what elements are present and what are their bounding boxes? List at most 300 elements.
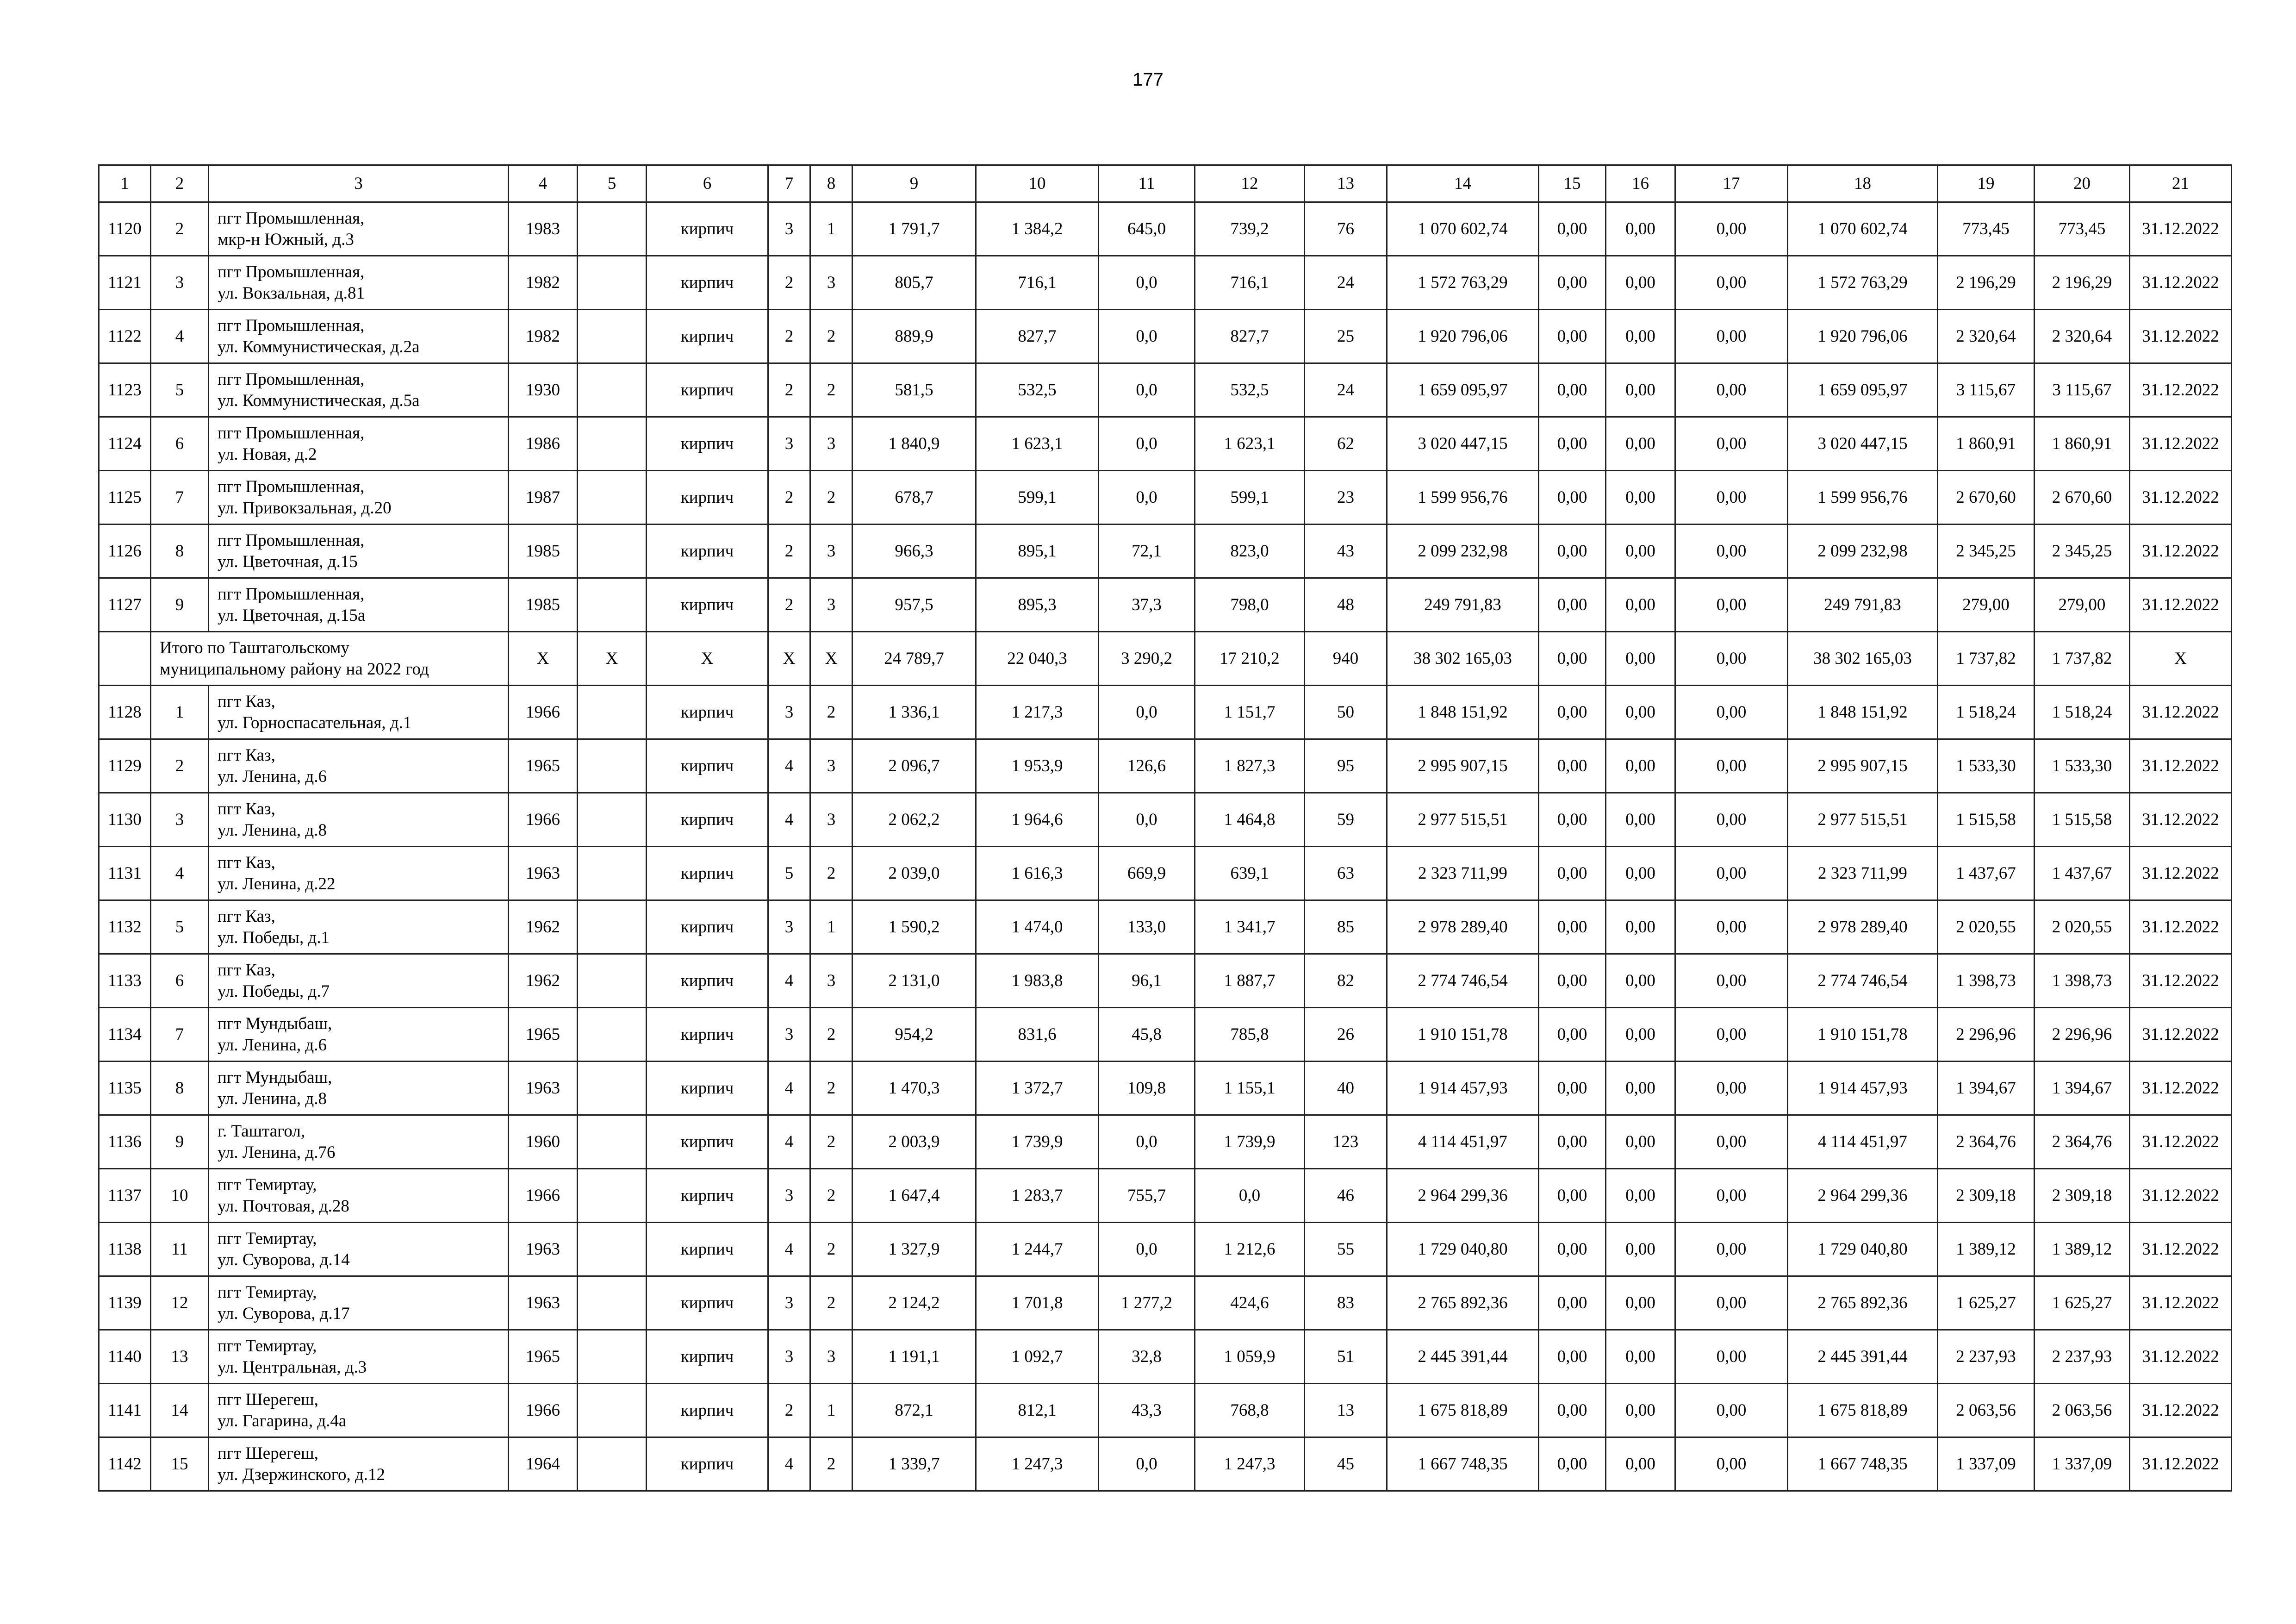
- address-line: пгт Темиртау,: [218, 1175, 317, 1194]
- table-cell: 31.12.2022: [2130, 578, 2232, 632]
- table-cell: 1 659 095,97: [1788, 363, 1938, 417]
- column-number-cell: 12: [1195, 165, 1305, 202]
- table-cell: кирпич: [647, 1223, 768, 1276]
- table-cell: 1 920 796,06: [1788, 310, 1938, 363]
- table-cell: 3 020 447,15: [1788, 417, 1938, 471]
- table-row: [99, 1437, 2232, 1491]
- address-line: пгт Промышленная,: [218, 316, 365, 335]
- table-cell: кирпич: [647, 793, 768, 847]
- table-cell: 645,0: [1099, 202, 1195, 256]
- address-line: ул. Горноспасательная, д.1: [218, 713, 412, 732]
- address-line: ул. Победы, д.7: [218, 981, 330, 1001]
- table-cell: 2 124,2: [852, 1276, 976, 1330]
- table-cell: 5: [768, 847, 810, 900]
- table-cell: 1 337,09: [2035, 1437, 2130, 1491]
- table-cell: 4: [768, 1115, 810, 1169]
- address-cell: [209, 793, 509, 847]
- table-cell: 1 914 457,93: [1387, 1062, 1539, 1115]
- table-cell: кирпич: [647, 1115, 768, 1169]
- table-cell: 1 341,7: [1195, 900, 1305, 954]
- table-cell: 2: [768, 256, 810, 310]
- table-cell: 3: [810, 793, 852, 847]
- total-value-cell: 0,00: [1675, 632, 1788, 686]
- total-value-cell: 1 737,82: [2035, 632, 2130, 686]
- table-cell: 0,00: [1675, 1384, 1788, 1437]
- table-cell: 798,0: [1195, 578, 1305, 632]
- table-cell: 1 964,6: [976, 793, 1099, 847]
- address-cell: [209, 954, 509, 1008]
- table-cell: кирпич: [647, 847, 768, 900]
- table-cell: 4: [768, 1223, 810, 1276]
- address-line: пгт Промышленная,: [218, 531, 365, 550]
- table-cell: 2 765 892,36: [1387, 1276, 1539, 1330]
- table-cell: 2 977 515,51: [1387, 793, 1539, 847]
- table-cell: 31.12.2022: [2130, 1169, 2232, 1223]
- table-cell: 716,1: [1195, 256, 1305, 310]
- total-label-cell: [151, 632, 509, 686]
- table-cell: 1 283,7: [976, 1169, 1099, 1223]
- table-cell: 31.12.2022: [2130, 847, 2232, 900]
- table-cell: 0,00: [1675, 954, 1788, 1008]
- table-cell: 0,0: [1099, 417, 1195, 471]
- table-row: [99, 578, 2232, 632]
- total-value-cell: X: [647, 632, 768, 686]
- table-cell: 639,1: [1195, 847, 1305, 900]
- table-cell: 1 860,91: [2035, 417, 2130, 471]
- table-cell: 0,00: [1675, 1330, 1788, 1384]
- table-cell: 2: [810, 471, 852, 525]
- address-cell: [209, 1008, 509, 1062]
- table-cell: 24: [1305, 363, 1387, 417]
- table-cell: 31.12.2022: [2130, 686, 2232, 739]
- table-cell: 1 623,1: [976, 417, 1099, 471]
- table-cell: 2 099 232,98: [1387, 525, 1539, 578]
- column-number-row: [99, 165, 2232, 202]
- table-cell: 0,00: [1539, 1169, 1606, 1223]
- table-cell: 4: [151, 847, 209, 900]
- column-number-cell: 1: [99, 165, 151, 202]
- table-cell: 7: [151, 471, 209, 525]
- table-row: [99, 1223, 2232, 1276]
- table-cell: 31.12.2022: [2130, 363, 2232, 417]
- table-cell: кирпич: [647, 1062, 768, 1115]
- table-cell: 51: [1305, 1330, 1387, 1384]
- address-line: ул. Цветочная, д.15а: [218, 606, 366, 625]
- table-cell: 1 910 151,78: [1387, 1008, 1539, 1062]
- table-cell: 1132: [99, 900, 151, 954]
- address-line: Итого по Таштагольскому: [160, 638, 349, 657]
- table-cell: 1966: [509, 1169, 578, 1223]
- table-cell: 26: [1305, 1008, 1387, 1062]
- address-line: г. Таштагол,: [218, 1121, 305, 1141]
- table-row: [99, 471, 2232, 525]
- table-cell: 0,00: [1675, 1223, 1788, 1276]
- table-cell: 0,00: [1606, 256, 1675, 310]
- table-cell: 1 860,91: [1938, 417, 2035, 471]
- table-cell: 0,00: [1675, 847, 1788, 900]
- table-cell: 0,00: [1675, 202, 1788, 256]
- table-cell: 0,00: [1606, 1330, 1675, 1384]
- table-cell: 0,00: [1539, 256, 1606, 310]
- total-value-cell: 24 789,7: [852, 632, 976, 686]
- table-cell: 0,00: [1675, 1437, 1788, 1491]
- table-cell: 1 953,9: [976, 739, 1099, 793]
- table-cell: 0,00: [1606, 1062, 1675, 1115]
- table-cell: 1 327,9: [852, 1223, 976, 1276]
- table-cell: 2 364,76: [1938, 1115, 2035, 1169]
- table-cell: 895,1: [976, 525, 1099, 578]
- table-cell: 0,00: [1675, 793, 1788, 847]
- table-cell: 1 840,9: [852, 417, 976, 471]
- table-cell: 1124: [99, 417, 151, 471]
- table-cell: 1 518,24: [2035, 686, 2130, 739]
- address-line: ул. Дзержинского, д.12: [218, 1465, 386, 1484]
- table-cell: [578, 1330, 647, 1384]
- table-cell: 0,00: [1606, 310, 1675, 363]
- table-cell: 31.12.2022: [2130, 202, 2232, 256]
- table-cell: 0,00: [1539, 1384, 1606, 1437]
- table-cell: 2 099 232,98: [1788, 525, 1938, 578]
- table-cell: 0,00: [1675, 310, 1788, 363]
- table-cell: 0,00: [1675, 739, 1788, 793]
- table-cell: кирпич: [647, 1008, 768, 1062]
- table-cell: 7: [151, 1008, 209, 1062]
- table-cell: 2: [810, 1169, 852, 1223]
- table-cell: 1 059,9: [1195, 1330, 1305, 1384]
- table-cell: 1 470,3: [852, 1062, 976, 1115]
- table-cell: 1 599 956,76: [1387, 471, 1539, 525]
- table-cell: 0,00: [1606, 363, 1675, 417]
- table-cell: [578, 793, 647, 847]
- table-cell: 3 115,67: [1938, 363, 2035, 417]
- table-cell: [578, 525, 647, 578]
- address-line: ул. Ленина, д.76: [218, 1143, 336, 1162]
- address-line: пгт Промышленная,: [218, 369, 365, 389]
- table-cell: 1 244,7: [976, 1223, 1099, 1276]
- table-cell: 1 533,30: [2035, 739, 2130, 793]
- table-cell: [578, 954, 647, 1008]
- table-cell: 1 647,4: [852, 1169, 976, 1223]
- table-cell: [578, 310, 647, 363]
- table-cell: 1142: [99, 1437, 151, 1491]
- table-cell: 0,00: [1539, 739, 1606, 793]
- table-cell: 3: [768, 686, 810, 739]
- address-line: пгт Темиртау,: [218, 1229, 317, 1248]
- table-cell: 0,00: [1539, 793, 1606, 847]
- total-value-cell: 0,00: [1606, 632, 1675, 686]
- table-cell: 0,00: [1539, 847, 1606, 900]
- table-cell: кирпич: [647, 202, 768, 256]
- column-number-cell: 3: [209, 165, 509, 202]
- address-line: ул. Суворова, д.17: [218, 1304, 350, 1323]
- table-cell: 1 983,8: [976, 954, 1099, 1008]
- table-cell: 0,00: [1675, 1008, 1788, 1062]
- address-cell: [209, 525, 509, 578]
- table-cell: 82: [1305, 954, 1387, 1008]
- address-cell: [209, 1330, 509, 1384]
- address-line: ул. Ленина, д.8: [218, 1089, 327, 1108]
- table-cell: 2 345,25: [1938, 525, 2035, 578]
- table-cell: [578, 739, 647, 793]
- table-cell: 43,3: [1099, 1384, 1195, 1437]
- table-cell: 1962: [509, 954, 578, 1008]
- total-value-cell: 38 302 165,03: [1788, 632, 1938, 686]
- table-cell: 2 063,56: [2035, 1384, 2130, 1437]
- column-number-cell: 21: [2130, 165, 2232, 202]
- table-cell: 31.12.2022: [2130, 739, 2232, 793]
- address-line: пгт Каз,: [218, 853, 275, 872]
- table-cell: 1 533,30: [1938, 739, 2035, 793]
- table-cell: кирпич: [647, 578, 768, 632]
- address-line: пгт Мундыбаш,: [218, 1068, 332, 1087]
- table-cell: 14: [151, 1384, 209, 1437]
- table-cell: 4: [768, 954, 810, 1008]
- table-cell: 63: [1305, 847, 1387, 900]
- table-cell: 2: [151, 202, 209, 256]
- page-number: 177: [1132, 69, 1164, 90]
- table-cell: 31.12.2022: [2130, 900, 2232, 954]
- table-cell: 5: [151, 900, 209, 954]
- column-number-cell: 17: [1675, 165, 1788, 202]
- table-row: [99, 363, 2232, 417]
- table-cell: 2: [151, 739, 209, 793]
- table-cell: 3: [768, 1276, 810, 1330]
- table-cell: 85: [1305, 900, 1387, 954]
- address-line: пгт Мундыбаш,: [218, 1014, 332, 1033]
- table-cell: 1 384,2: [976, 202, 1099, 256]
- table-cell: 1 277,2: [1099, 1276, 1195, 1330]
- table-cell: 599,1: [1195, 471, 1305, 525]
- table-cell: 1963: [509, 847, 578, 900]
- table-cell: 4 114 451,97: [1387, 1115, 1539, 1169]
- table-cell: 1126: [99, 525, 151, 578]
- address-line: ул. Суворова, д.14: [218, 1250, 350, 1269]
- table-cell: 2 309,18: [2035, 1169, 2130, 1223]
- table-cell: 1 910 151,78: [1788, 1008, 1938, 1062]
- table-cell: 1 827,3: [1195, 739, 1305, 793]
- table-cell: 1 848 151,92: [1387, 686, 1539, 739]
- table-cell: 0,00: [1606, 525, 1675, 578]
- table-cell: 0,0: [1099, 310, 1195, 363]
- table-cell: 1 675 818,89: [1788, 1384, 1938, 1437]
- column-number-cell: 9: [852, 165, 976, 202]
- table-cell: 2 296,96: [2035, 1008, 2130, 1062]
- empty-cell: [99, 632, 151, 686]
- table-cell: кирпич: [647, 1169, 768, 1223]
- table-cell: 249 791,83: [1788, 578, 1938, 632]
- table-cell: 31.12.2022: [2130, 1330, 2232, 1384]
- table-cell: 3: [810, 954, 852, 1008]
- table-cell: 739,2: [1195, 202, 1305, 256]
- table-cell: 9: [151, 1115, 209, 1169]
- table-cell: 2 296,96: [1938, 1008, 2035, 1062]
- table-cell: 0,0: [1195, 1169, 1305, 1223]
- table-cell: 3: [768, 417, 810, 471]
- table-cell: [578, 1384, 647, 1437]
- total-value-cell: 1 737,82: [1938, 632, 2035, 686]
- table-cell: кирпич: [647, 417, 768, 471]
- column-number-cell: 15: [1539, 165, 1606, 202]
- table-cell: 1 625,27: [2035, 1276, 2130, 1330]
- table-cell: 1 518,24: [1938, 686, 2035, 739]
- table-cell: 31.12.2022: [2130, 1062, 2232, 1115]
- table-row: [99, 310, 2232, 363]
- address-cell: [209, 1115, 509, 1169]
- table-cell: 0,00: [1675, 578, 1788, 632]
- table-cell: 1 659 095,97: [1387, 363, 1539, 417]
- table-cell: 3 020 447,15: [1387, 417, 1539, 471]
- address-line: пгт Каз,: [218, 692, 275, 711]
- table-cell: 1129: [99, 739, 151, 793]
- table-cell: 773,45: [1938, 202, 2035, 256]
- table-cell: 31.12.2022: [2130, 793, 2232, 847]
- address-cell: [209, 310, 509, 363]
- table-cell: 1: [810, 202, 852, 256]
- table-cell: 0,00: [1539, 1437, 1606, 1491]
- table-cell: 895,3: [976, 578, 1099, 632]
- table-cell: 0,00: [1675, 1169, 1788, 1223]
- table-cell: 83: [1305, 1276, 1387, 1330]
- address-line: муниципальному району на 2022 год: [160, 659, 429, 679]
- table-cell: 0,00: [1539, 1115, 1606, 1169]
- table-cell: 0,0: [1099, 256, 1195, 310]
- table-cell: 2 237,93: [2035, 1330, 2130, 1384]
- table-cell: 1 336,1: [852, 686, 976, 739]
- table-cell: 1120: [99, 202, 151, 256]
- table-cell: 1965: [509, 739, 578, 793]
- table-cell: кирпич: [647, 954, 768, 1008]
- address-cell: [209, 686, 509, 739]
- table-row: [99, 793, 2232, 847]
- table-cell: кирпич: [647, 471, 768, 525]
- table-cell: 1139: [99, 1276, 151, 1330]
- table-cell: 4: [768, 1437, 810, 1491]
- table-cell: 966,3: [852, 525, 976, 578]
- table-cell: 1 625,27: [1938, 1276, 2035, 1330]
- table-cell: кирпич: [647, 1330, 768, 1384]
- table-cell: 768,8: [1195, 1384, 1305, 1437]
- address-cell: [209, 1384, 509, 1437]
- table-cell: [578, 900, 647, 954]
- table-cell: 2 670,60: [1938, 471, 2035, 525]
- table-cell: 0,00: [1606, 739, 1675, 793]
- table-cell: 2 345,25: [2035, 525, 2130, 578]
- table-cell: 55: [1305, 1223, 1387, 1276]
- table-cell: 45: [1305, 1437, 1387, 1491]
- table-cell: 1 437,67: [2035, 847, 2130, 900]
- table-cell: 1966: [509, 793, 578, 847]
- table-cell: 2 196,29: [2035, 256, 2130, 310]
- total-row: [99, 632, 2232, 686]
- table-row: [99, 954, 2232, 1008]
- table-cell: 2 774 746,54: [1788, 954, 1938, 1008]
- table-cell: 0,00: [1675, 363, 1788, 417]
- address-cell: [209, 417, 509, 471]
- table-cell: 2 196,29: [1938, 256, 2035, 310]
- address-line: пгт Каз,: [218, 960, 275, 980]
- table-cell: 1963: [509, 1062, 578, 1115]
- table-cell: 1133: [99, 954, 151, 1008]
- table-cell: 1 217,3: [976, 686, 1099, 739]
- address-line: ул. Коммунистическая, д.5а: [218, 391, 420, 410]
- table-cell: 0,00: [1539, 686, 1606, 739]
- table-cell: кирпич: [647, 310, 768, 363]
- table-cell: 2 765 892,36: [1788, 1276, 1938, 1330]
- table-cell: 2 309,18: [1938, 1169, 2035, 1223]
- table-cell: 1 389,12: [2035, 1223, 2130, 1276]
- table-cell: 2: [768, 471, 810, 525]
- table-row: [99, 1384, 2232, 1437]
- table-cell: 1: [810, 900, 852, 954]
- total-value-cell: X: [810, 632, 852, 686]
- table-cell: [578, 417, 647, 471]
- total-value-cell: 17 210,2: [1195, 632, 1305, 686]
- table-cell: 0,00: [1606, 1169, 1675, 1223]
- table-cell: 1 191,1: [852, 1330, 976, 1384]
- table-cell: 2 670,60: [2035, 471, 2130, 525]
- table-cell: 2 003,9: [852, 1115, 976, 1169]
- table-cell: 1123: [99, 363, 151, 417]
- total-value-cell: X: [768, 632, 810, 686]
- table-cell: 0,00: [1539, 471, 1606, 525]
- table-cell: 3: [810, 417, 852, 471]
- table-cell: 1 887,7: [1195, 954, 1305, 1008]
- column-number-cell: 18: [1788, 165, 1938, 202]
- address-line: ул. Ленина, д.6: [218, 1035, 327, 1055]
- table-cell: 31.12.2022: [2130, 471, 2232, 525]
- table-cell: 31.12.2022: [2130, 417, 2232, 471]
- table-cell: 0,00: [1606, 954, 1675, 1008]
- table-row: [99, 1008, 2232, 1062]
- table-row: [99, 202, 2232, 256]
- table-cell: 1 739,9: [1195, 1115, 1305, 1169]
- table-cell: 24: [1305, 256, 1387, 310]
- table-cell: 889,9: [852, 310, 976, 363]
- table-cell: 2 320,64: [1938, 310, 2035, 363]
- table-cell: 8: [151, 1062, 209, 1115]
- table-cell: 31.12.2022: [2130, 1437, 2232, 1491]
- table-cell: 827,7: [976, 310, 1099, 363]
- table-cell: 2 020,55: [2035, 900, 2130, 954]
- table-cell: 8: [151, 525, 209, 578]
- table-cell: 3: [151, 793, 209, 847]
- table-cell: 1141: [99, 1384, 151, 1437]
- table-cell: 532,5: [1195, 363, 1305, 417]
- total-value-cell: X: [509, 632, 578, 686]
- table-cell: 1138: [99, 1223, 151, 1276]
- column-number-cell: 2: [151, 165, 209, 202]
- column-number-cell: 14: [1387, 165, 1539, 202]
- table-cell: 0,00: [1675, 900, 1788, 954]
- table-cell: 2 020,55: [1938, 900, 2035, 954]
- table-cell: 599,1: [976, 471, 1099, 525]
- table-cell: [578, 256, 647, 310]
- table-cell: 0,00: [1539, 1062, 1606, 1115]
- table-cell: 823,0: [1195, 525, 1305, 578]
- table-cell: 1 675 818,89: [1387, 1384, 1539, 1437]
- table-cell: 4: [768, 739, 810, 793]
- table-cell: 424,6: [1195, 1276, 1305, 1330]
- table-cell: 1965: [509, 1008, 578, 1062]
- table-cell: 773,45: [2035, 202, 2130, 256]
- table-cell: 0,00: [1675, 1062, 1788, 1115]
- table-row: [99, 417, 2232, 471]
- table-cell: [578, 363, 647, 417]
- table-cell: 0,00: [1675, 525, 1788, 578]
- table-cell: 1: [151, 686, 209, 739]
- table-cell: 1135: [99, 1062, 151, 1115]
- table-cell: 785,8: [1195, 1008, 1305, 1062]
